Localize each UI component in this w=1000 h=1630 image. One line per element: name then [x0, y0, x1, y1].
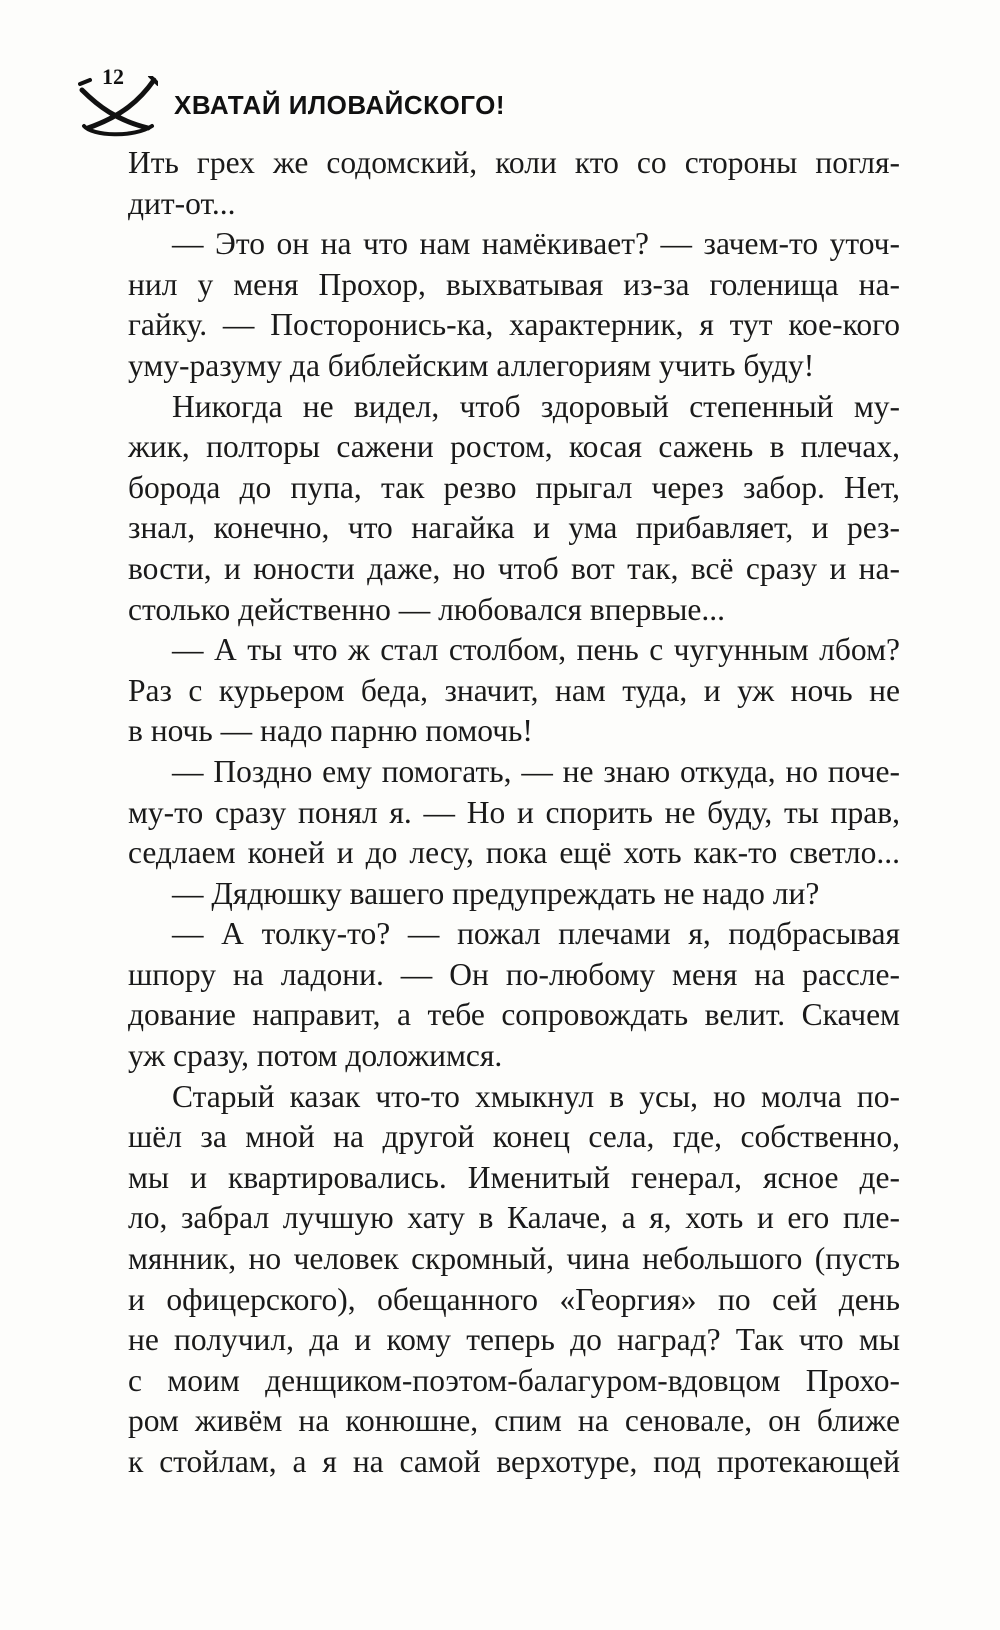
text-line: и офицерского), обещанного «Георгия» по сей день [128, 1281, 900, 1317]
text-line: к стойлам, а я на самой верхотуре, под протекающей [128, 1444, 900, 1479]
text-line: дит-от... [128, 185, 236, 221]
text-line: Раз с курьером беда, значит, нам туда, и уж ночь не [128, 672, 900, 708]
text-line: мы и квартировались. Именитый генерал, ясное де- [128, 1159, 900, 1195]
text-line: седлаем коней и до лесу, пока ещё хоть как-то светло... [128, 835, 900, 871]
text-line: — А толку-то? — пожал плечами я, подбрасывая [172, 916, 900, 952]
book-title: ХВАТАЙ ИЛОВАЙСКОГО! [174, 90, 505, 120]
text-line: Старый казак что-то хмыкнул в усы, но молча по- [172, 1078, 900, 1114]
crossed-sabers-icon [78, 76, 158, 138]
body-text [128, 143, 900, 1483]
text-line: му-то сразу понял я. — Но и спорить не буду, ты прав, [128, 794, 900, 830]
text-line: жик, полторы сажени ростом, косая сажень в плечах, [128, 429, 900, 465]
text-line: не получил, да и кому теперь до наград? Так что мы [128, 1322, 900, 1358]
text-line: столько действенно — любовался впервые... [128, 591, 725, 627]
text-line: Ить грех же содомский, коли кто со стороны погля- [128, 145, 900, 180]
text-line: нил у меня Прохор, выхватывая из-за голенища на- [128, 266, 900, 302]
text-line: ло, забрал лучшую хату в Калаче, а я, хоть и его пле- [128, 1200, 900, 1236]
text-line: в ночь — надо парню помочь! [128, 713, 533, 749]
text-line: Никогда не видел, чтоб здоровый степенный му- [172, 388, 900, 424]
page-number: 12 [102, 64, 124, 89]
text-line: шпору на ладони. — Он по-любому меня на рассле- [128, 956, 900, 992]
text-line: с моим денщиком-поэтом-балагуром-вдовцом Прохо- [128, 1362, 900, 1398]
text-line: — Это он на что нам намёкивает? — зачем-то уточ- [172, 226, 900, 262]
text-line: — А ты что ж стал столбом, пень с чугунным лбом? [172, 632, 900, 668]
text-line: — Поздно ему помогать, — не знаю откуда, но поче- [172, 753, 900, 789]
text-line: уж сразу, потом доложимся. [128, 1038, 503, 1074]
text-line: знал, конечно, что нагайка и ума прибавляет, и рез- [128, 510, 900, 546]
text-line: вости, и юности даже, но чтоб вот так, всё сразу и на- [128, 550, 900, 586]
running-head [78, 62, 918, 142]
text-line: дование направит, а тебе сопровождать велит. Скачем [128, 997, 900, 1033]
text-line: шёл за мной на другой конец села, где, собственно, [128, 1119, 900, 1155]
text-line: гайку. — Посторонись-ка, характерник, я тут кое-кого [128, 307, 900, 343]
text-line: ром живём на конюшне, спим на сеновале, он ближе [128, 1403, 900, 1439]
text-line: — Дядюшку вашего предупреждать не надо ли? [172, 875, 820, 911]
text-line: уму-разуму да библейским аллегориям учить буду! [128, 347, 815, 383]
text-line: мянник, но человек скромный, чина небольшого (пусть [128, 1241, 900, 1277]
text-line: борода до пупа, так резво прыгал через забор. Нет, [128, 469, 900, 505]
